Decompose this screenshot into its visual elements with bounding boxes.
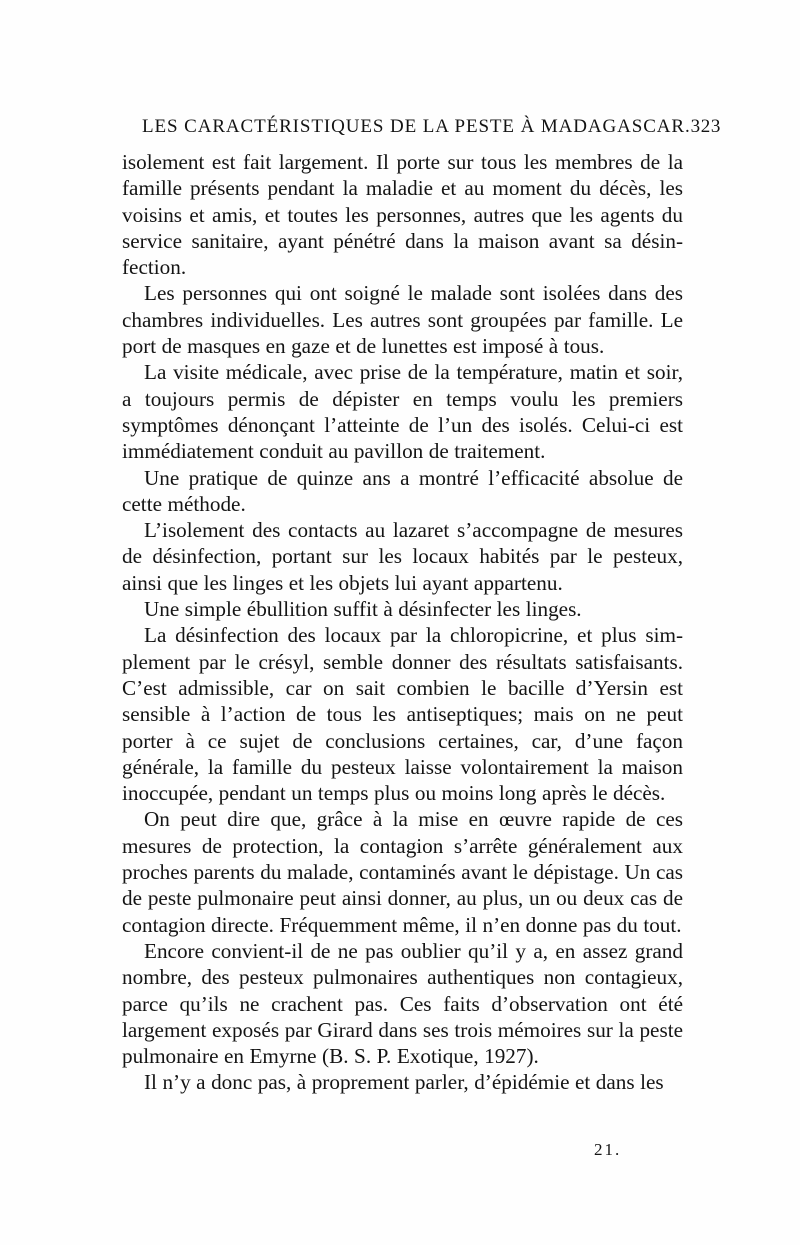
page-number: 323	[690, 116, 721, 137]
paragraph: Une simple ébullition suffit à désinfecter les linges.	[144, 597, 582, 622]
paragraph: isolement est fait largement. Il porte sur tous les membres de la famille présents pendant la maladie et au moment du décès, les voisins et amis, et toutes les personnes, autres que les agents du service sanitaire, ayant pénétré dans la maison avant sa désinfection.	[122, 150, 683, 280]
paragraph: Une pratique de quinze ans a montré l’efficacité absolue de cette méthode.	[122, 465, 683, 516]
running-head-title: LES CARACTÉRISTIQUES DE LA PESTE À MADAGASCAR.	[142, 116, 691, 137]
paragraph: On peut dire que, grâce à la mise en œuvre rapide de ces mesures de protection, la contagion s’arrête généralement aux proches parents du malade, contaminés avant le dépistage. Un cas de peste pulmonaire peut ainsi donner, au plus, un ou deux cas de contagion directe. Fréquemment même, il n’en donne pas du tout.	[122, 807, 683, 937]
signature-mark: 21.	[594, 1140, 622, 1159]
body-text	[122, 149, 683, 1096]
paragraph: La visite médicale, avec prise de la température, matin et soir, a toujours permis de dépister en temps voulu les premiers symptômes dénonçant l’atteinte de l’un des isolés. Celui-ci est immédiatement conduit au pavillon de traitement.	[122, 360, 683, 464]
paragraph: Les personnes qui ont soigné le malade sont isolées dans des chambres individuelles. Les autres sont groupées par famille. Le port de masques en gaze et de lunettes est imposé à tous.	[122, 281, 683, 359]
paragraph: Encore convient-il de ne pas oublier qu’il y a, en assez grand nombre, des pesteux pulmonaires authentiques non contagieux, parce qu’ils ne crachent pas. Ces faits d’observation ont été largement exposés par Girard dans ses trois mémoires sur la peste pulmonaire en Emyrne (B. S. P. Exotique, 1927).	[122, 938, 683, 1069]
paragraph: La désinfection des locaux par la chloropicrine, et plus simplement par le crésyl, semble donner des résultats satisfaisants. C’est admissible, car on sait combien le bacille d’Yersin est sensible à l’action de tous les antiseptiques; mais on ne peut porter à ce sujet de conclusions certaines, car, d’une façon générale, la famille du pesteux laisse volontairement la maison inoccupée, pendant un temps plus ou moins long après le décès.	[122, 623, 683, 806]
paragraph: L’isolement des contacts au lazaret s’accompagne de mesures de désinfection, portant sur les locaux habités par le pesteux, ainsi que les linges et les objets lui ayant appartenu.	[122, 518, 683, 595]
paragraph: Il n’y a donc pas, à proprement parler, d’épidémie et dans les	[144, 1070, 664, 1095]
running-head	[142, 116, 721, 138]
